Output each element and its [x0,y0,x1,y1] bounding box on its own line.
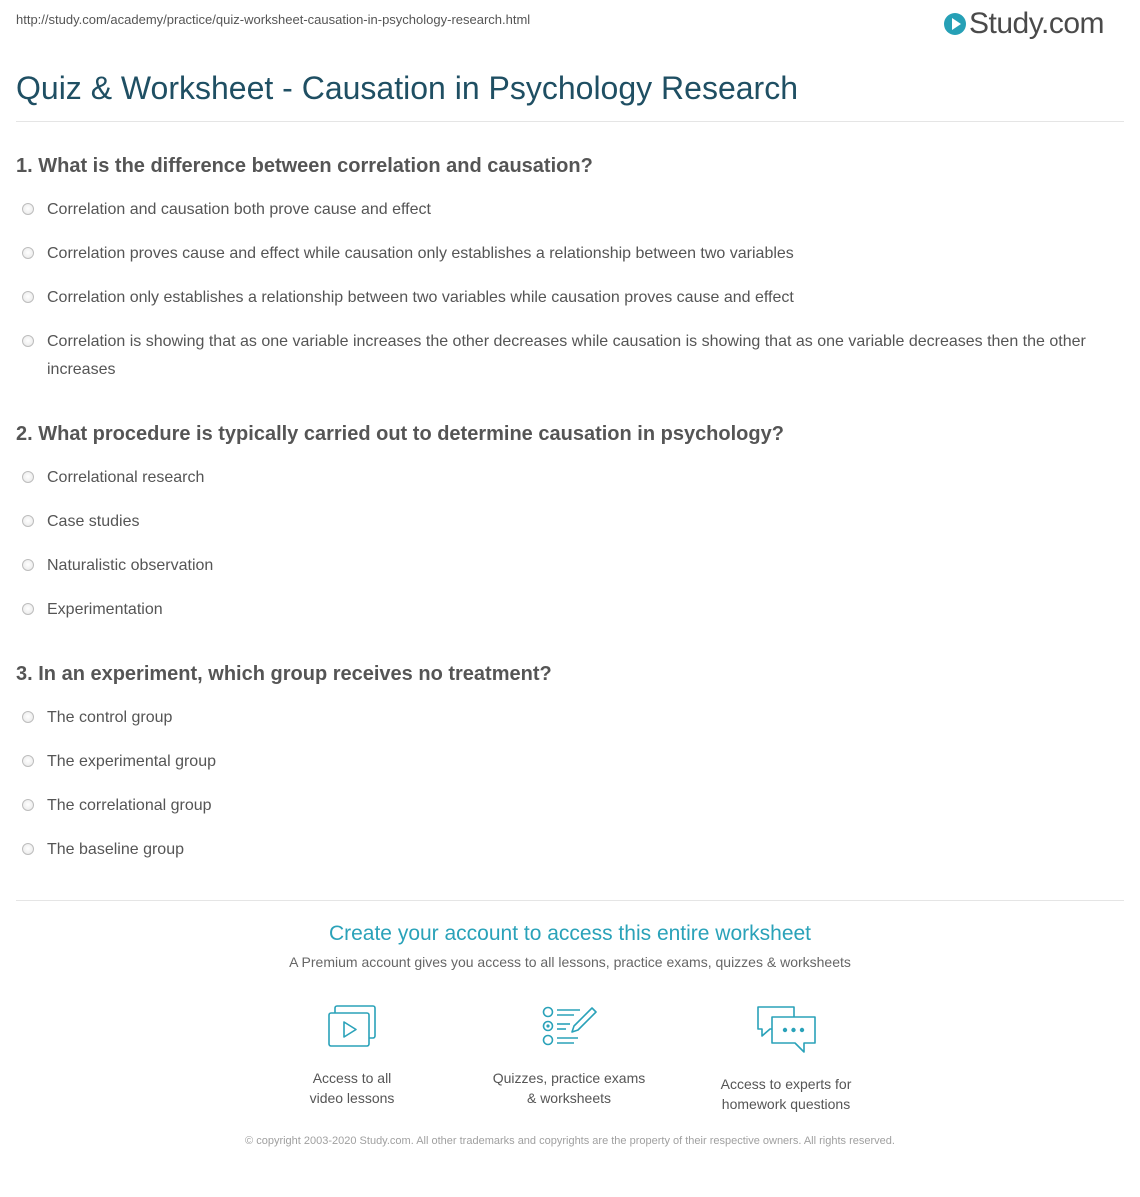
page-title: Quiz & Worksheet - Causation in Psychology Research [16,70,798,106]
copyright-footer: © copyright 2003-2020 Study.com. All other trademarks and copyrights are the property of their respective owners. All rights reserved. [245,1135,895,1147]
answer-label: Correlation and causation both prove cause and effect [47,201,431,218]
radio-button[interactable] [22,291,34,303]
title-divider [16,121,1124,122]
answer-option[interactable] [22,284,1122,312]
answer-label: Naturalistic observation [47,557,214,574]
quiz-list-icon [540,1004,598,1050]
question-1 [16,152,1124,378]
answer-label: The correlational group [47,797,212,814]
radio-button[interactable] [22,203,34,215]
study-logo[interactable] [944,6,1104,42]
answer-label: Correlational research [47,469,205,486]
radio-button[interactable] [22,799,34,811]
study-play-icon [944,13,966,35]
answer-label: The control group [47,709,173,726]
answer-option[interactable] [22,596,1122,624]
question-text: 1. What is the difference between correlation and causation? [16,155,593,177]
feature-quizzes [469,1004,669,1108]
feature-label: Access to experts for homework questions [720,1076,852,1112]
answer-option[interactable] [22,328,1122,384]
cta-divider [16,900,1124,901]
answer-label: The baseline group [47,841,184,858]
answer-label: The experimental group [47,753,216,770]
question-text: 2. What procedure is typically carried out to determine causation in psychology? [16,423,784,445]
answer-label: Correlation proves cause and effect while causation only establishes a relationship between two variables [47,245,794,262]
cta-subtitle: A Premium account gives you access to all lessons, practice exams, quizzes & worksheets [289,954,851,970]
answer-option[interactable] [22,836,1122,864]
radio-button[interactable] [22,335,34,347]
question-3 [16,660,1124,858]
answer-label: Case studies [47,513,140,530]
answer-option[interactable] [22,464,1122,492]
radio-button[interactable] [22,603,34,615]
logo-text: Study.com [969,7,1104,40]
question-text: 3. In an experiment, which group receives no treatment? [16,663,552,685]
answer-option[interactable] [22,792,1122,820]
feature-label: Quizzes, practice exams & worksheets [492,1070,646,1106]
video-lessons-icon [326,1004,378,1050]
page-url: http://study.com/academy/practice/quiz-worksheet-causation-in-psychology-research.html [16,12,531,27]
radio-button[interactable] [22,247,34,259]
feature-experts [686,1004,886,1114]
radio-button[interactable] [22,843,34,855]
answer-option[interactable] [22,748,1122,776]
create-account-link[interactable]: Create your account to access this entire worksheet [328,922,812,945]
answer-option[interactable] [22,240,1122,268]
chat-bubbles-icon [754,1004,818,1056]
answer-option[interactable] [22,704,1122,732]
feature-label: Access to all video lessons [309,1070,395,1106]
radio-button[interactable] [22,515,34,527]
answer-option[interactable] [22,552,1122,580]
feature-video-lessons [252,1004,452,1108]
question-2 [16,420,1124,618]
answer-option[interactable] [22,196,1122,224]
radio-button[interactable] [22,471,34,483]
radio-button[interactable] [22,755,34,767]
radio-button[interactable] [22,711,34,723]
answer-label: Correlation only establishes a relationship between two variables while causation proves cause and effect [47,289,794,306]
answer-label: Correlation is showing that as one variable increases the other decreases while causation is showing that as one variable decreases then the other increases [47,333,1086,378]
answer-label: Experimentation [47,601,163,618]
answer-option[interactable] [22,508,1122,536]
radio-button[interactable] [22,559,34,571]
